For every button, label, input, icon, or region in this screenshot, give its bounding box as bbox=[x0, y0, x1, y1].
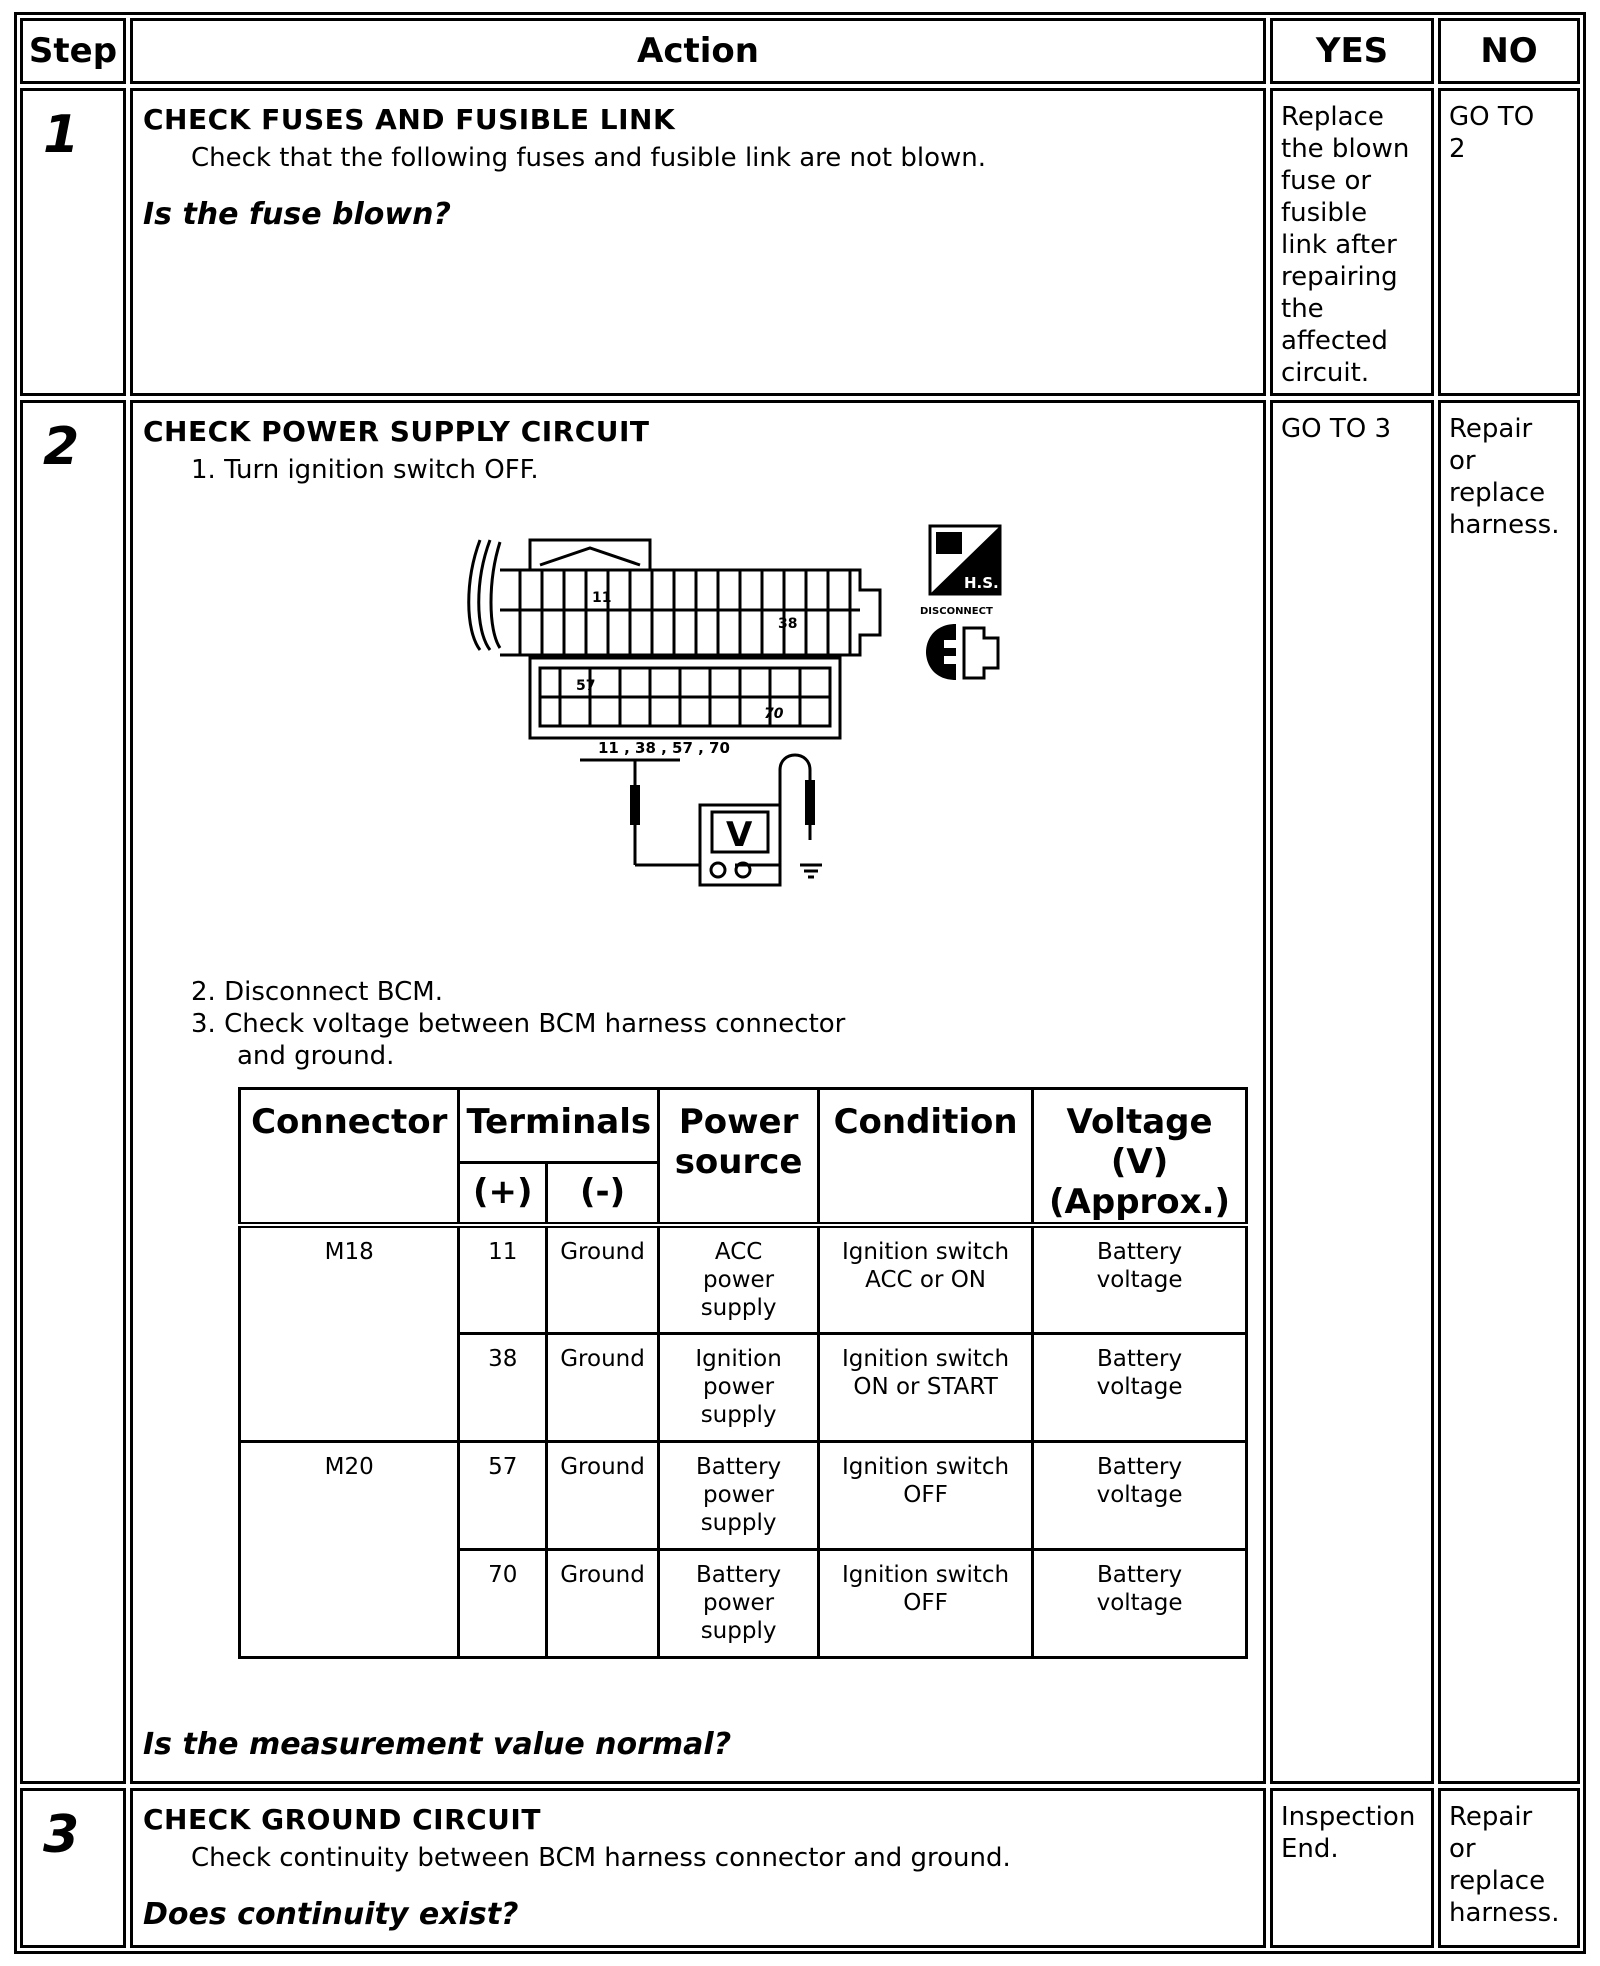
table-row bbox=[240, 1225, 1247, 1333]
cell-line: Battery bbox=[696, 1453, 782, 1480]
hs-icon bbox=[930, 526, 1000, 594]
cell-line: voltage bbox=[1096, 1373, 1183, 1400]
cell-line: ACC or ON bbox=[865, 1267, 987, 1293]
cell-plus: 70 bbox=[459, 1549, 546, 1657]
header-action bbox=[130, 18, 1266, 84]
cell-plus: 57 bbox=[459, 1441, 546, 1549]
cell-voltage bbox=[1033, 1225, 1247, 1333]
no-line: Repair bbox=[1449, 414, 1533, 444]
connector-pin-ticks bbox=[520, 570, 850, 726]
pin-label-57: 57 bbox=[576, 678, 596, 694]
step-title: CHECK FUSES AND FUSIBLE LINK bbox=[143, 103, 676, 136]
col-voltage bbox=[1033, 1089, 1247, 1226]
header-step-label: Step bbox=[28, 31, 118, 71]
cell-line: Ignition switch bbox=[841, 1345, 1010, 1372]
no-line: replace bbox=[1449, 478, 1546, 508]
cell-plus: 38 bbox=[459, 1333, 546, 1441]
step-number: 1 bbox=[43, 105, 80, 165]
yes-line: fusible bbox=[1281, 198, 1368, 228]
yes-line: GO TO 3 bbox=[1281, 414, 1392, 444]
yes-line: Replace bbox=[1281, 102, 1384, 132]
step-number: 2 bbox=[43, 417, 80, 477]
yes-line: link after bbox=[1281, 230, 1397, 260]
cell-line: Battery bbox=[1096, 1561, 1183, 1588]
cell-line: Ignition bbox=[695, 1345, 782, 1372]
step-number: 3 bbox=[43, 1805, 80, 1865]
yes-line: Inspection bbox=[1281, 1802, 1416, 1832]
cell-line: power bbox=[703, 1481, 775, 1508]
no-line: or bbox=[1449, 446, 1476, 476]
step-1-no-cell bbox=[1438, 88, 1580, 396]
step-instruction-1: 1. Turn ignition switch OFF. bbox=[191, 455, 539, 485]
col-voltage-line: (V) bbox=[1110, 1142, 1169, 1182]
step-3-no-cell bbox=[1438, 1788, 1580, 1948]
cell-power bbox=[659, 1333, 819, 1441]
step-3-yes-cell bbox=[1270, 1788, 1434, 1948]
no-line: harness. bbox=[1449, 1898, 1560, 1928]
cell-condition bbox=[819, 1225, 1033, 1333]
yes-line: circuit. bbox=[1281, 358, 1370, 388]
voltmeter-label: V bbox=[726, 815, 753, 855]
cell-line: power bbox=[703, 1267, 775, 1293]
cell-minus: Ground bbox=[546, 1333, 658, 1441]
hs-label: H.S. bbox=[964, 574, 999, 592]
step-1-yes-cell bbox=[1270, 88, 1434, 396]
step-instruction-3: 3. Check voltage between BCM harness connector bbox=[191, 1009, 846, 1039]
cell-line: power bbox=[703, 1373, 775, 1400]
cell-plus: 11 bbox=[459, 1225, 546, 1333]
yes-line: fuse or bbox=[1281, 166, 1372, 196]
cell-voltage bbox=[1033, 1549, 1247, 1657]
step-3-number-cell bbox=[20, 1788, 126, 1948]
yes-line: the blown bbox=[1281, 134, 1410, 164]
no-line: replace bbox=[1449, 1866, 1546, 1896]
probe-negative bbox=[805, 780, 815, 825]
header-yes bbox=[1270, 18, 1434, 84]
voltage-check-table bbox=[238, 1087, 1248, 1659]
no-line: or bbox=[1449, 1834, 1476, 1864]
disconnect-icon bbox=[926, 624, 998, 680]
cell-line: voltage bbox=[1096, 1589, 1183, 1616]
pin-label-11: 11 bbox=[592, 590, 612, 606]
cell-line: OFF bbox=[903, 1481, 948, 1508]
disconnect-label: DISCONNECT bbox=[920, 606, 993, 617]
probe-positive bbox=[630, 785, 640, 825]
cell-line: Ignition switch bbox=[841, 1453, 1010, 1480]
header-no-label: NO bbox=[1480, 31, 1538, 71]
cell-power bbox=[659, 1549, 819, 1657]
pin-label-70: 70 bbox=[764, 706, 784, 722]
cell-power bbox=[659, 1225, 819, 1333]
service-icons bbox=[920, 522, 1010, 687]
connector-latch bbox=[530, 540, 650, 570]
yes-line: End. bbox=[1281, 1834, 1339, 1864]
cell-condition bbox=[819, 1441, 1033, 1549]
no-line: harness. bbox=[1449, 510, 1560, 540]
cell-line: ON or START bbox=[853, 1373, 998, 1400]
no-line: 2 bbox=[1449, 134, 1466, 164]
header-no bbox=[1438, 18, 1580, 84]
harness-curve bbox=[479, 540, 490, 650]
col-power-source: Power source bbox=[659, 1089, 819, 1226]
voltmeter-plus-terminal bbox=[711, 863, 725, 877]
step-1-action-cell bbox=[130, 88, 1266, 396]
no-line: GO TO bbox=[1449, 102, 1535, 132]
table-row bbox=[240, 1441, 1247, 1549]
step-3-action-cell bbox=[130, 1788, 1266, 1948]
step-instruction-2: 2. Disconnect BCM. bbox=[191, 977, 444, 1007]
harness-curve bbox=[491, 542, 500, 648]
cell-minus: Ground bbox=[546, 1441, 658, 1549]
pin-list-label: 11 , 38 , 57 , 70 bbox=[598, 739, 730, 757]
cell-voltage bbox=[1033, 1441, 1247, 1549]
cell-line: voltage bbox=[1096, 1481, 1183, 1508]
step-instruction: Check that the following fuses and fusible link are not blown. bbox=[191, 143, 986, 173]
cell-line: OFF bbox=[903, 1589, 948, 1616]
step-question: Is the fuse blown? bbox=[143, 197, 451, 232]
cell-line: voltage bbox=[1096, 1267, 1183, 1293]
connector-latch-arrow bbox=[540, 548, 640, 565]
yes-line: the bbox=[1281, 294, 1324, 324]
cell-line: Battery bbox=[1096, 1453, 1183, 1480]
step-2-yes-cell bbox=[1270, 400, 1434, 1784]
col-minus: (-) bbox=[546, 1162, 658, 1225]
yes-line: repairing bbox=[1281, 262, 1398, 292]
cell-line: Battery bbox=[1096, 1345, 1183, 1372]
cell-line: supply bbox=[700, 1401, 777, 1428]
cell-line: supply bbox=[700, 1295, 777, 1321]
yes-line: affected bbox=[1281, 326, 1388, 356]
col-voltage-line: (Approx.) bbox=[1049, 1182, 1231, 1222]
step-question: Is the measurement value normal? bbox=[143, 1727, 732, 1762]
cell-line: ACC bbox=[714, 1239, 763, 1265]
cell-line: supply bbox=[700, 1617, 777, 1644]
cell-line: power bbox=[703, 1589, 775, 1616]
step-instruction-3-cont: and ground. bbox=[237, 1041, 395, 1071]
step-instruction: Check continuity between BCM harness connector and ground. bbox=[191, 1843, 1011, 1873]
cell-line: Ignition switch bbox=[841, 1561, 1010, 1588]
cell-connector: M18 bbox=[240, 1225, 459, 1441]
step-2-no-cell bbox=[1438, 400, 1580, 1784]
cell-line: Battery bbox=[696, 1561, 782, 1588]
header-step bbox=[20, 18, 126, 84]
header-action-label: Action bbox=[637, 31, 759, 71]
col-voltage-line: Voltage bbox=[1066, 1102, 1213, 1142]
col-terminals: Terminals bbox=[459, 1089, 659, 1163]
step-1-number-cell bbox=[20, 88, 126, 396]
cell-connector: M20 bbox=[240, 1441, 459, 1657]
cell-condition bbox=[819, 1549, 1033, 1657]
cell-minus: Ground bbox=[546, 1225, 658, 1333]
step-2-number-cell bbox=[20, 400, 126, 1784]
step-question: Does continuity exist? bbox=[143, 1897, 519, 1932]
step-title: CHECK POWER SUPPLY CIRCUIT bbox=[143, 415, 650, 448]
connector-top-body bbox=[500, 570, 880, 655]
col-plus: (+) bbox=[459, 1162, 546, 1225]
pin-label-38: 38 bbox=[778, 616, 798, 632]
cell-line: Ignition switch bbox=[841, 1239, 1010, 1265]
cell-power bbox=[659, 1441, 819, 1549]
cell-line: supply bbox=[700, 1509, 777, 1536]
cell-condition bbox=[819, 1333, 1033, 1441]
cell-line: Battery bbox=[1096, 1239, 1183, 1265]
col-condition: Condition bbox=[819, 1089, 1033, 1226]
cell-minus: Ground bbox=[546, 1549, 658, 1657]
no-line: Repair bbox=[1449, 1802, 1533, 1832]
cell-voltage bbox=[1033, 1333, 1247, 1441]
col-connector: Connector bbox=[240, 1089, 459, 1226]
header-yes-label: YES bbox=[1315, 31, 1389, 71]
step-title: CHECK GROUND CIRCUIT bbox=[143, 1803, 541, 1836]
